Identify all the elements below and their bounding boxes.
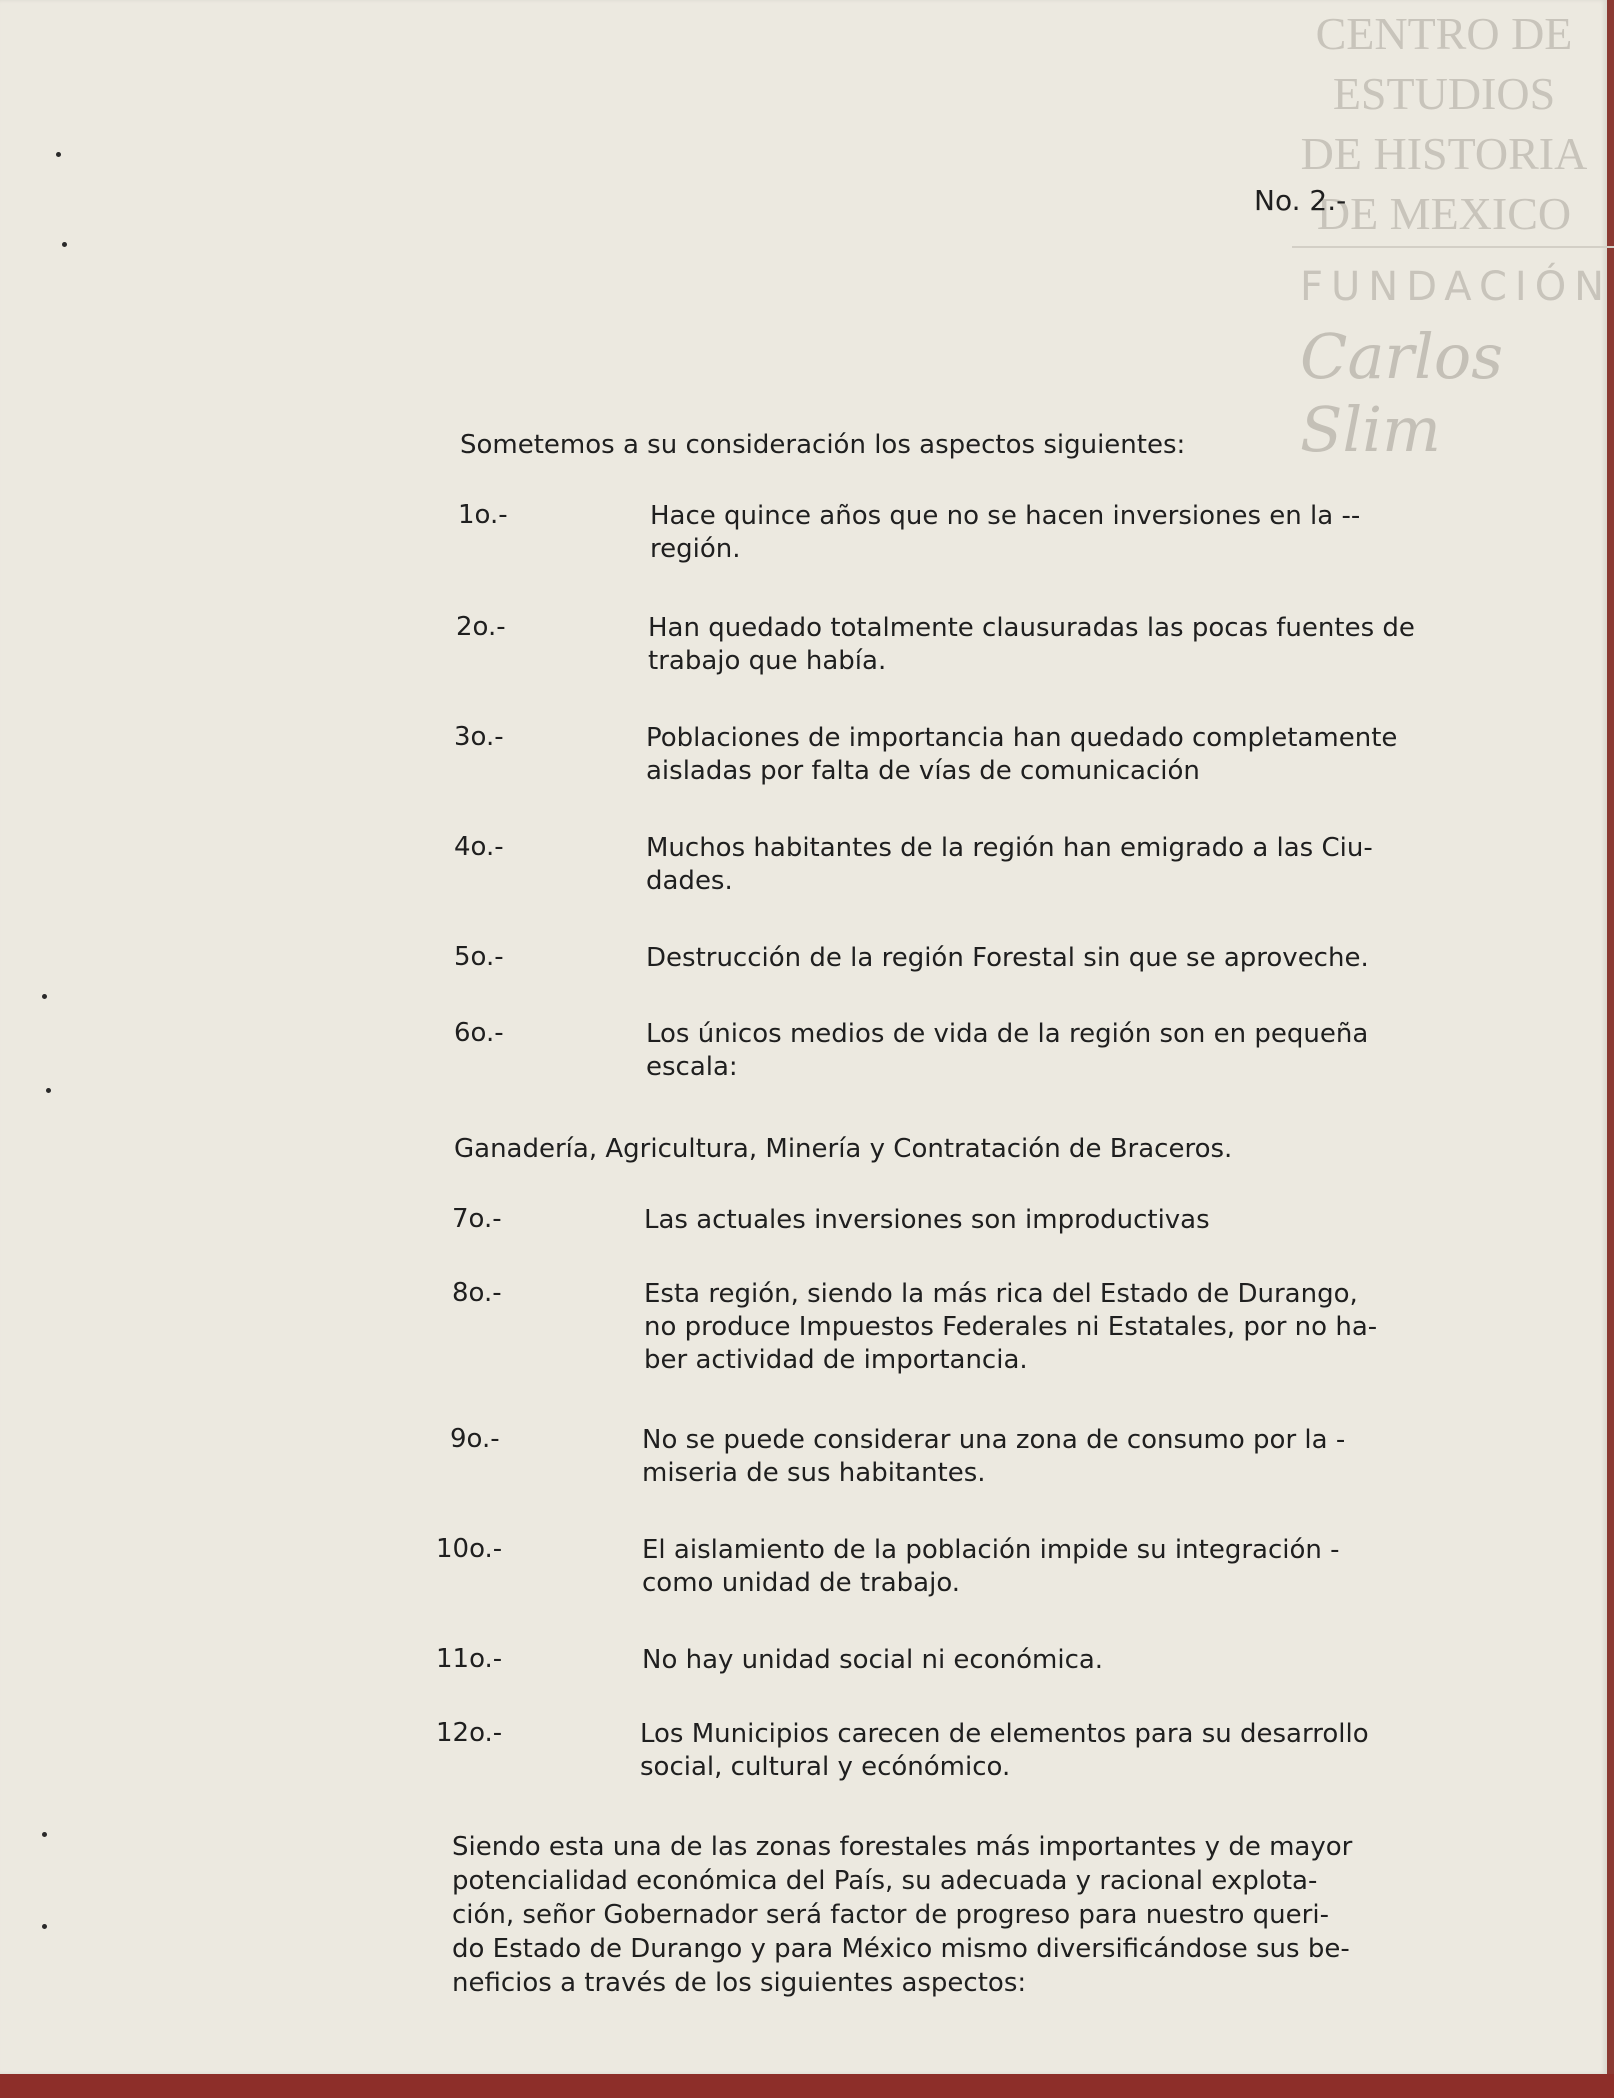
item-text: No hay unidad social ni económica. [642,1645,1104,1675]
item-text: No se puede considerar una zona de consumo por la - miseria de sus habitantes. [642,1425,1346,1488]
item-text: Esta región, siendo la más rica del Estado de Durango, no produce Impuestos Federales ni Estatales, por no ha- ber actividad de importancia. [644,1279,1378,1375]
watermark-line-4: DE MEXICO [1316,188,1572,239]
item-number: 10o.- [436,1534,503,1564]
closing-paragraph: Siendo esta una de las zonas forestales más importantes y de mayor potencialidad económica del País, su adecuada y racional explota- ción, señor Gobernador será factor de progreso para nuestro queri- do Estado de Durango y para México mismo diversificándose sus be- neficios a través de los siguientes aspectos: [452,1832,1353,1998]
item-text: El aislamiento de la población impide su integración - como unidad de trabajo. [642,1535,1340,1598]
item-number: 6o.- [454,1018,504,1048]
list-item [0,1534,1614,1614]
margin-dot [42,1924,47,1929]
activities-text: Ganadería, Agricultura, Minería y Contratación de Braceros. [454,1134,1233,1164]
item-number: 11o.- [436,1644,503,1674]
list-item [0,1424,1614,1504]
list-item [0,1644,1614,1724]
item-text: Las actuales inversiones son improductivas [644,1205,1210,1235]
margin-dot [42,1832,47,1837]
list-item [0,942,1614,1022]
page-number: No. 2.- [1254,184,1347,217]
item-text: Poblaciones de importancia han quedado completamente aisladas por falta de vías de comunicación [646,723,1398,786]
watermark-signature: Carlos Slim [1300,320,1504,466]
item-number: 9o.- [450,1424,500,1454]
list-item [0,1018,1614,1098]
item-number: 1o.- [458,500,508,530]
item-text: Muchos habitantes de la región han emigrado a las Ciu- dades. [646,833,1373,896]
item-number: 12o.- [436,1718,503,1748]
watermark-line-1: CENTRO DE [1315,8,1573,59]
list-item [0,612,1614,692]
page-edge-bottom [0,2074,1614,2098]
item-number: 5o.- [454,942,504,972]
watermark-foundation: FUNDACIÓN [1300,264,1613,310]
margin-dot [56,152,61,157]
list-item [0,722,1614,802]
margin-dot [62,242,67,247]
item-number: 7o.- [452,1204,502,1234]
list-item [0,832,1614,912]
item-text: Hace quince años que no se hacen inversiones en la -- región. [650,501,1361,564]
list-item [0,500,1614,580]
item-number: 2o.- [456,612,506,642]
item-text: Destrucción de la región Forestal sin que se aproveche. [646,943,1369,973]
item-number: 4o.- [454,832,504,862]
list-item [0,1204,1614,1284]
item-number: 3o.- [454,722,504,752]
list-item [0,1718,1614,1798]
item-text: Los Municipios carecen de elementos para su desarrollo social, cultural y ecónómico. [640,1719,1369,1782]
intro-text: Sometemos a su consideración los aspectos siguientes: [460,430,1186,460]
watermark-divider [1292,246,1614,248]
item-text: Han quedado totalmente clausuradas las pocas fuentes de trabajo que había. [648,613,1415,676]
list-item [0,1278,1614,1375]
watermark-line-2: ESTUDIOS [1332,68,1556,119]
watermark-line-3: DE HISTORIA [1300,128,1588,179]
item-text: Los únicos medios de vida de la región son en pequeña escala: [646,1019,1369,1082]
item-number: 8o.- [452,1278,502,1308]
